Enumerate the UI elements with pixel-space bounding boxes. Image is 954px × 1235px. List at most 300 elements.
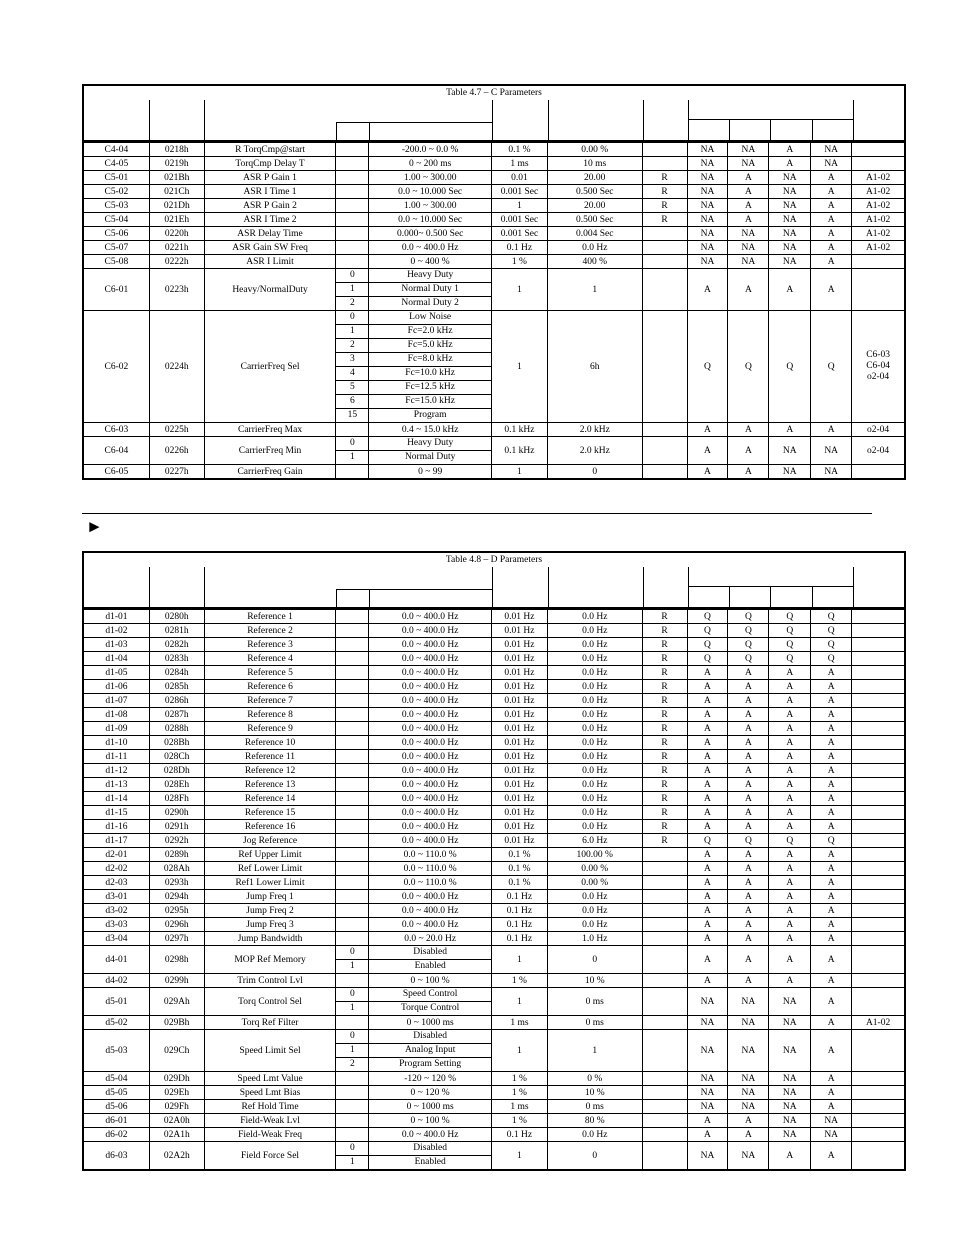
register-address: 0299h	[150, 974, 205, 987]
mode-3-access: A	[769, 722, 811, 735]
related-param: A1-02	[865, 172, 891, 183]
table-row	[84, 1016, 904, 1030]
related-param	[852, 610, 904, 623]
param-code: C5-01	[84, 171, 150, 184]
mode-4-access: A	[811, 778, 852, 791]
setting-unit: 0.01 Hz	[492, 624, 548, 637]
mode-3-access: NA	[769, 465, 811, 478]
run-change	[643, 143, 688, 156]
option-label: Normal Duty	[404, 452, 456, 462]
mode-3-access: A	[769, 778, 811, 791]
table-row	[84, 862, 904, 876]
mode-1-access: A	[688, 1128, 729, 1141]
option-number: 0	[336, 1142, 368, 1156]
param-code: C5-07	[84, 241, 150, 254]
setting-range: 0.0 ~ 400.0 Hz	[369, 708, 492, 721]
param-name: ASR Gain SW Freq	[205, 241, 337, 254]
run-change	[643, 241, 688, 254]
register-address: 0298h	[150, 946, 205, 973]
register-address: 028Ah	[150, 862, 205, 875]
param-name: Jump Freq 1	[205, 890, 337, 903]
d-parameters-table	[82, 551, 906, 1171]
param-code: d1-06	[84, 680, 150, 693]
option-number	[336, 185, 369, 198]
mode-1-access: A	[688, 918, 729, 931]
default-value: 0.0 Hz	[548, 666, 643, 679]
setting-unit: 0.001 Sec	[492, 227, 548, 240]
setting-unit: 1	[492, 1142, 548, 1169]
mode-4-access: A	[811, 890, 852, 903]
table-row	[84, 1072, 904, 1086]
setting-range: 0 ~ 99	[369, 465, 492, 478]
setting-unit: 1	[492, 1030, 548, 1071]
mode-2-access: A	[728, 918, 769, 931]
param-code: d1-04	[84, 652, 150, 665]
mode-3-access: A	[769, 792, 811, 805]
run-change	[643, 157, 688, 170]
param-code: C5-08	[84, 255, 150, 268]
setting-range: 0.0 ~ 400.0 Hz	[369, 694, 492, 707]
header-setting-group-line	[337, 122, 493, 123]
table-row	[84, 624, 904, 638]
mode-1-access: NA	[688, 1100, 729, 1113]
table-row	[84, 465, 904, 478]
option-number	[336, 1114, 369, 1127]
option-number	[336, 764, 369, 777]
setting-range: 0.0 ~ 400.0 Hz	[369, 638, 492, 651]
run-change	[643, 1030, 688, 1071]
option-number	[336, 1072, 369, 1085]
mode-4-access: A	[811, 423, 852, 436]
mode-2-access: Q	[728, 638, 769, 651]
mode-2-access: NA	[728, 241, 769, 254]
param-name: Reference 14	[205, 792, 337, 805]
mode-4-access: Q	[811, 624, 852, 637]
param-name: Reference 4	[205, 652, 337, 665]
setting-unit: 0.01	[492, 171, 548, 184]
setting-range: 0.0 ~ 400.0 Hz	[369, 722, 492, 735]
mode-4-access: A	[811, 199, 852, 212]
register-address: 0223h	[150, 269, 205, 310]
mode-1-access: A	[688, 666, 729, 679]
option-number: 0	[336, 437, 368, 451]
mode-3-access: A	[769, 666, 811, 679]
mode-4-access: A	[811, 1072, 852, 1085]
mode-3-access: NA	[769, 1128, 811, 1141]
mode-3-access: Q	[769, 652, 811, 665]
mode-3-access: NA	[769, 227, 811, 240]
option-number: 1	[349, 1003, 355, 1013]
run-change: R	[643, 638, 688, 651]
option-label: Enabled	[414, 1157, 446, 1167]
mode-4-access: NA	[811, 437, 852, 464]
param-code: d1-17	[84, 834, 150, 847]
mode-2-access: NA	[728, 1016, 769, 1029]
param-name: R TorqCmp@start	[205, 143, 337, 156]
mode-1-access: A	[688, 904, 729, 917]
run-change: R	[643, 778, 688, 791]
param-code: d3-04	[84, 932, 150, 945]
mode-3-access: A	[769, 918, 811, 931]
default-value: 0 %	[548, 1072, 643, 1085]
mode-3-access: A	[769, 946, 811, 973]
mode-3-access: NA	[769, 255, 811, 268]
setting-range: 0.0 ~ 400.0 Hz	[369, 624, 492, 637]
register-address: 029Bh	[150, 1016, 205, 1029]
register-address: 0226h	[150, 437, 205, 464]
setting-unit: 1 %	[492, 255, 548, 268]
related-param	[852, 1142, 904, 1169]
mode-1-access: A	[688, 890, 729, 903]
setting-range: 0.0 ~ 10.000 Sec	[369, 185, 492, 198]
setting-range	[369, 269, 492, 310]
mode-1-access: Q	[688, 638, 729, 651]
related-param	[852, 666, 904, 679]
option-label: Fc=2.0 kHz	[369, 325, 491, 339]
setting-range: 0 ~ 120 %	[369, 1086, 492, 1099]
default-value: 0.0 Hz	[548, 722, 643, 735]
option-number: 2	[349, 298, 355, 308]
option-number	[336, 624, 369, 637]
mode-1-access: Q	[688, 610, 729, 623]
header-divider	[149, 567, 150, 607]
param-code: C6-04	[84, 437, 150, 464]
mode-1-access: A	[688, 437, 729, 464]
mode-1-access: A	[688, 680, 729, 693]
table-row	[84, 764, 904, 778]
setting-range: 0.0 ~ 400.0 Hz	[369, 778, 492, 791]
mode-4-access: Q	[811, 610, 852, 623]
mode-4-access: A	[811, 820, 852, 833]
param-code: C6-02	[84, 311, 150, 422]
run-change: R	[643, 764, 688, 777]
register-address: 021Dh	[150, 199, 205, 212]
header-divider	[812, 120, 813, 140]
option-number: 1	[336, 1044, 368, 1058]
default-value: 80 %	[548, 1114, 643, 1127]
table-row	[84, 1030, 904, 1072]
related-param	[852, 638, 904, 651]
register-address: 0295h	[150, 904, 205, 917]
mode-3-access: NA	[769, 1072, 811, 1085]
mode-4-access: NA	[811, 465, 852, 478]
setting-unit: 1 %	[492, 1114, 548, 1127]
table-row	[84, 638, 904, 652]
param-code: d5-06	[84, 1100, 150, 1113]
mode-4-access: Q	[811, 311, 852, 422]
related-param	[852, 694, 904, 707]
option-number	[336, 666, 369, 679]
related-param	[852, 722, 904, 735]
option-label: Heavy Duty	[369, 269, 491, 283]
related-param	[852, 750, 904, 763]
mode-3-access: NA	[769, 1030, 811, 1071]
run-change: R	[643, 806, 688, 819]
param-name: Ref Lower Limit	[205, 862, 337, 875]
mode-3-access: NA	[769, 213, 811, 226]
mode-3-access: A	[769, 974, 811, 987]
default-value: 0.0 Hz	[548, 241, 643, 254]
register-address: 0222h	[150, 255, 205, 268]
option-number	[336, 1100, 369, 1113]
mode-4-access: A	[811, 736, 852, 749]
mode-2-access: A	[728, 904, 769, 917]
related-param: A1-02	[865, 1017, 891, 1028]
setting-unit: 0.1 Hz	[492, 904, 548, 917]
mode-1-access: Q	[688, 311, 729, 422]
setting-range: -120 ~ 120 %	[369, 1072, 492, 1085]
param-name: Ref Hold Time	[205, 1100, 337, 1113]
param-name: Torq Ref Filter	[205, 1016, 337, 1029]
header-divider	[548, 100, 549, 140]
param-name: Speed Lmt Bias	[205, 1086, 337, 1099]
register-address: 021Ch	[150, 185, 205, 198]
register-address: 02A1h	[150, 1128, 205, 1141]
mode-4-access: A	[811, 1016, 852, 1029]
related-param	[852, 708, 904, 721]
table-row	[84, 848, 904, 862]
mode-3-access: A	[769, 764, 811, 777]
param-code: d5-04	[84, 1072, 150, 1085]
default-value: 0.0 Hz	[548, 750, 643, 763]
run-change	[643, 1128, 688, 1141]
register-address: 0227h	[150, 465, 205, 478]
mode-1-access: NA	[688, 213, 729, 226]
setting-unit: 0.1 Hz	[492, 932, 548, 945]
header-divider	[688, 567, 689, 607]
option-number: 15	[347, 410, 358, 420]
register-address: 029Eh	[150, 1086, 205, 1099]
param-name: CarrierFreq Gain	[205, 465, 337, 478]
mode-2-access: A	[728, 862, 769, 875]
run-change	[643, 1072, 688, 1085]
option-number: 2	[349, 1059, 355, 1069]
related-param	[852, 652, 904, 665]
mode-3-access: A	[769, 890, 811, 903]
run-change: R	[643, 199, 688, 212]
register-address: 029Ch	[150, 1030, 205, 1071]
option-number	[336, 722, 369, 735]
table-row	[84, 1142, 904, 1169]
table-row	[84, 143, 904, 157]
setting-range: 0.0 ~ 400.0 Hz	[369, 241, 492, 254]
setting-range: -200.0 ~ 0.0 %	[369, 143, 492, 156]
setting-range: 0 ~ 400 %	[369, 255, 492, 268]
setting-range: 0 ~ 1000 ms	[369, 1016, 492, 1029]
option-label: Fc=8.0 kHz	[369, 353, 491, 367]
setting-range: 0.0 ~ 400.0 Hz	[369, 904, 492, 917]
c-parameters-table	[82, 84, 906, 480]
option-number	[336, 778, 369, 791]
run-change: R	[643, 736, 688, 749]
header-divider	[336, 589, 337, 607]
setting-range: 0.0 ~ 20.0 Hz	[369, 932, 492, 945]
param-code: C6-05	[84, 465, 150, 478]
option-number	[336, 227, 369, 240]
setting-range: 0.0 ~ 400.0 Hz	[369, 736, 492, 749]
option-number	[336, 143, 369, 156]
setting-unit: 1 %	[492, 1072, 548, 1085]
mode-2-access: Q	[728, 311, 769, 422]
param-name: ASR I Time 2	[205, 213, 337, 226]
related-param	[852, 1128, 904, 1141]
header-divider	[492, 100, 493, 140]
option-number	[336, 890, 369, 903]
mode-4-access: A	[811, 680, 852, 693]
param-code: d1-11	[84, 750, 150, 763]
register-address: 028Bh	[150, 736, 205, 749]
related-param	[852, 1114, 904, 1127]
run-change	[643, 848, 688, 861]
mode-1-access: A	[688, 792, 729, 805]
mode-3-access: A	[769, 932, 811, 945]
option-label: Normal Duty 2	[401, 298, 459, 308]
option-label: Fc=10.0 kHz	[369, 367, 491, 381]
option-label: Disabled	[369, 1142, 491, 1156]
run-change	[643, 988, 688, 1015]
param-name: TorqCmp Delay T	[205, 157, 337, 170]
run-change: R	[643, 750, 688, 763]
param-name: Torq Control Sel	[205, 988, 337, 1015]
option-number: 6	[336, 395, 368, 409]
param-name: Field Force Sel	[205, 1142, 337, 1169]
table-row	[84, 694, 904, 708]
table-row	[84, 708, 904, 722]
param-code: d6-02	[84, 1128, 150, 1141]
mode-1-access: NA	[688, 1086, 729, 1099]
related-param	[852, 157, 904, 170]
related-param	[852, 806, 904, 819]
register-address: 0290h	[150, 806, 205, 819]
mode-2-access: Q	[728, 652, 769, 665]
mode-4-access: A	[811, 185, 852, 198]
default-value: 0	[548, 1142, 643, 1169]
mode-4-access: NA	[811, 157, 852, 170]
table-row	[84, 820, 904, 834]
mode-3-access: A	[769, 904, 811, 917]
option-number: 1	[349, 961, 355, 971]
register-address: 0287h	[150, 708, 205, 721]
register-address: 0221h	[150, 241, 205, 254]
mode-3-access: A	[769, 157, 811, 170]
option-number: 1	[349, 452, 355, 462]
register-address: 029Fh	[150, 1100, 205, 1113]
setting-unit: 1 ms	[492, 1100, 548, 1113]
param-name: Reference 3	[205, 638, 337, 651]
setting-range: 0 ~ 100 %	[369, 1114, 492, 1127]
table-row	[84, 241, 904, 255]
setting-unit: 0.1 kHz	[492, 437, 548, 464]
mode-2-access: Q	[728, 610, 769, 623]
register-address: 0293h	[150, 876, 205, 889]
table-body	[84, 610, 904, 1169]
param-name: Reference 15	[205, 806, 337, 819]
param-code: d1-15	[84, 806, 150, 819]
register-address: 0224h	[150, 311, 205, 422]
setting-unit: 0.1 kHz	[492, 423, 548, 436]
mode-1-access: NA	[688, 241, 729, 254]
option-number	[336, 1142, 369, 1169]
register-address: 0219h	[150, 157, 205, 170]
option-number	[336, 834, 369, 847]
setting-unit: 0.01 Hz	[492, 820, 548, 833]
param-code: C5-06	[84, 227, 150, 240]
setting-unit: 0.1 %	[492, 143, 548, 156]
table-row	[84, 932, 904, 946]
setting-range: 1.00 ~ 300.00	[369, 171, 492, 184]
related-param	[852, 269, 904, 310]
mode-3-access: NA	[769, 1100, 811, 1113]
setting-unit: 0.01 Hz	[492, 652, 548, 665]
header-divider	[643, 100, 644, 140]
param-name: Speed Lmt Value	[205, 1072, 337, 1085]
setting-unit: 0.01 Hz	[492, 694, 548, 707]
option-number: 0	[336, 946, 368, 960]
option-number: 2	[336, 339, 368, 353]
mode-1-access: NA	[688, 1030, 729, 1071]
setting-unit: 1	[492, 946, 548, 973]
param-name: ASR Delay Time	[205, 227, 337, 240]
mode-1-access: A	[688, 946, 729, 973]
param-code: d5-02	[84, 1016, 150, 1029]
param-name: Jump Bandwidth	[205, 932, 337, 945]
option-number	[336, 157, 369, 170]
table-row	[84, 806, 904, 820]
param-code: d1-12	[84, 764, 150, 777]
register-address: 02A0h	[150, 1114, 205, 1127]
table-row	[84, 946, 904, 974]
mode-3-access: Q	[769, 610, 811, 623]
mode-1-access: A	[688, 974, 729, 987]
table-row	[84, 1100, 904, 1114]
param-name: Heavy/NormalDuty	[205, 269, 337, 310]
table-row	[84, 213, 904, 227]
mode-4-access: A	[811, 708, 852, 721]
setting-range	[369, 1030, 492, 1071]
mode-3-access: NA	[769, 241, 811, 254]
register-address: 021Bh	[150, 171, 205, 184]
param-code: C4-05	[84, 157, 150, 170]
related-param: o2-04	[866, 445, 890, 456]
related-param: o2-04	[866, 372, 890, 382]
table-row	[84, 736, 904, 750]
option-number	[336, 213, 369, 226]
setting-range: 0.0 ~ 400.0 Hz	[369, 666, 492, 679]
option-number	[336, 1128, 369, 1141]
run-change	[643, 465, 688, 478]
option-label: Low Noise	[369, 311, 491, 325]
table-row	[84, 1114, 904, 1128]
option-number	[336, 806, 369, 819]
setting-unit: 0.001 Sec	[492, 213, 548, 226]
mode-1-access: Q	[688, 834, 729, 847]
mode-2-access: A	[728, 722, 769, 735]
param-code: d1-01	[84, 610, 150, 623]
mode-2-access: A	[728, 932, 769, 945]
run-change	[643, 946, 688, 973]
default-value: 0.0 Hz	[548, 820, 643, 833]
setting-range: 0.0 ~ 400.0 Hz	[369, 890, 492, 903]
setting-unit: 0.01 Hz	[492, 778, 548, 791]
run-change: R	[643, 694, 688, 707]
option-number	[336, 708, 369, 721]
table-row	[84, 918, 904, 932]
mode-1-access: A	[688, 708, 729, 721]
param-name: Ref Upper Limit	[205, 848, 337, 861]
mode-2-access: A	[728, 199, 769, 212]
run-change	[643, 876, 688, 889]
mode-2-access: NA	[728, 1100, 769, 1113]
